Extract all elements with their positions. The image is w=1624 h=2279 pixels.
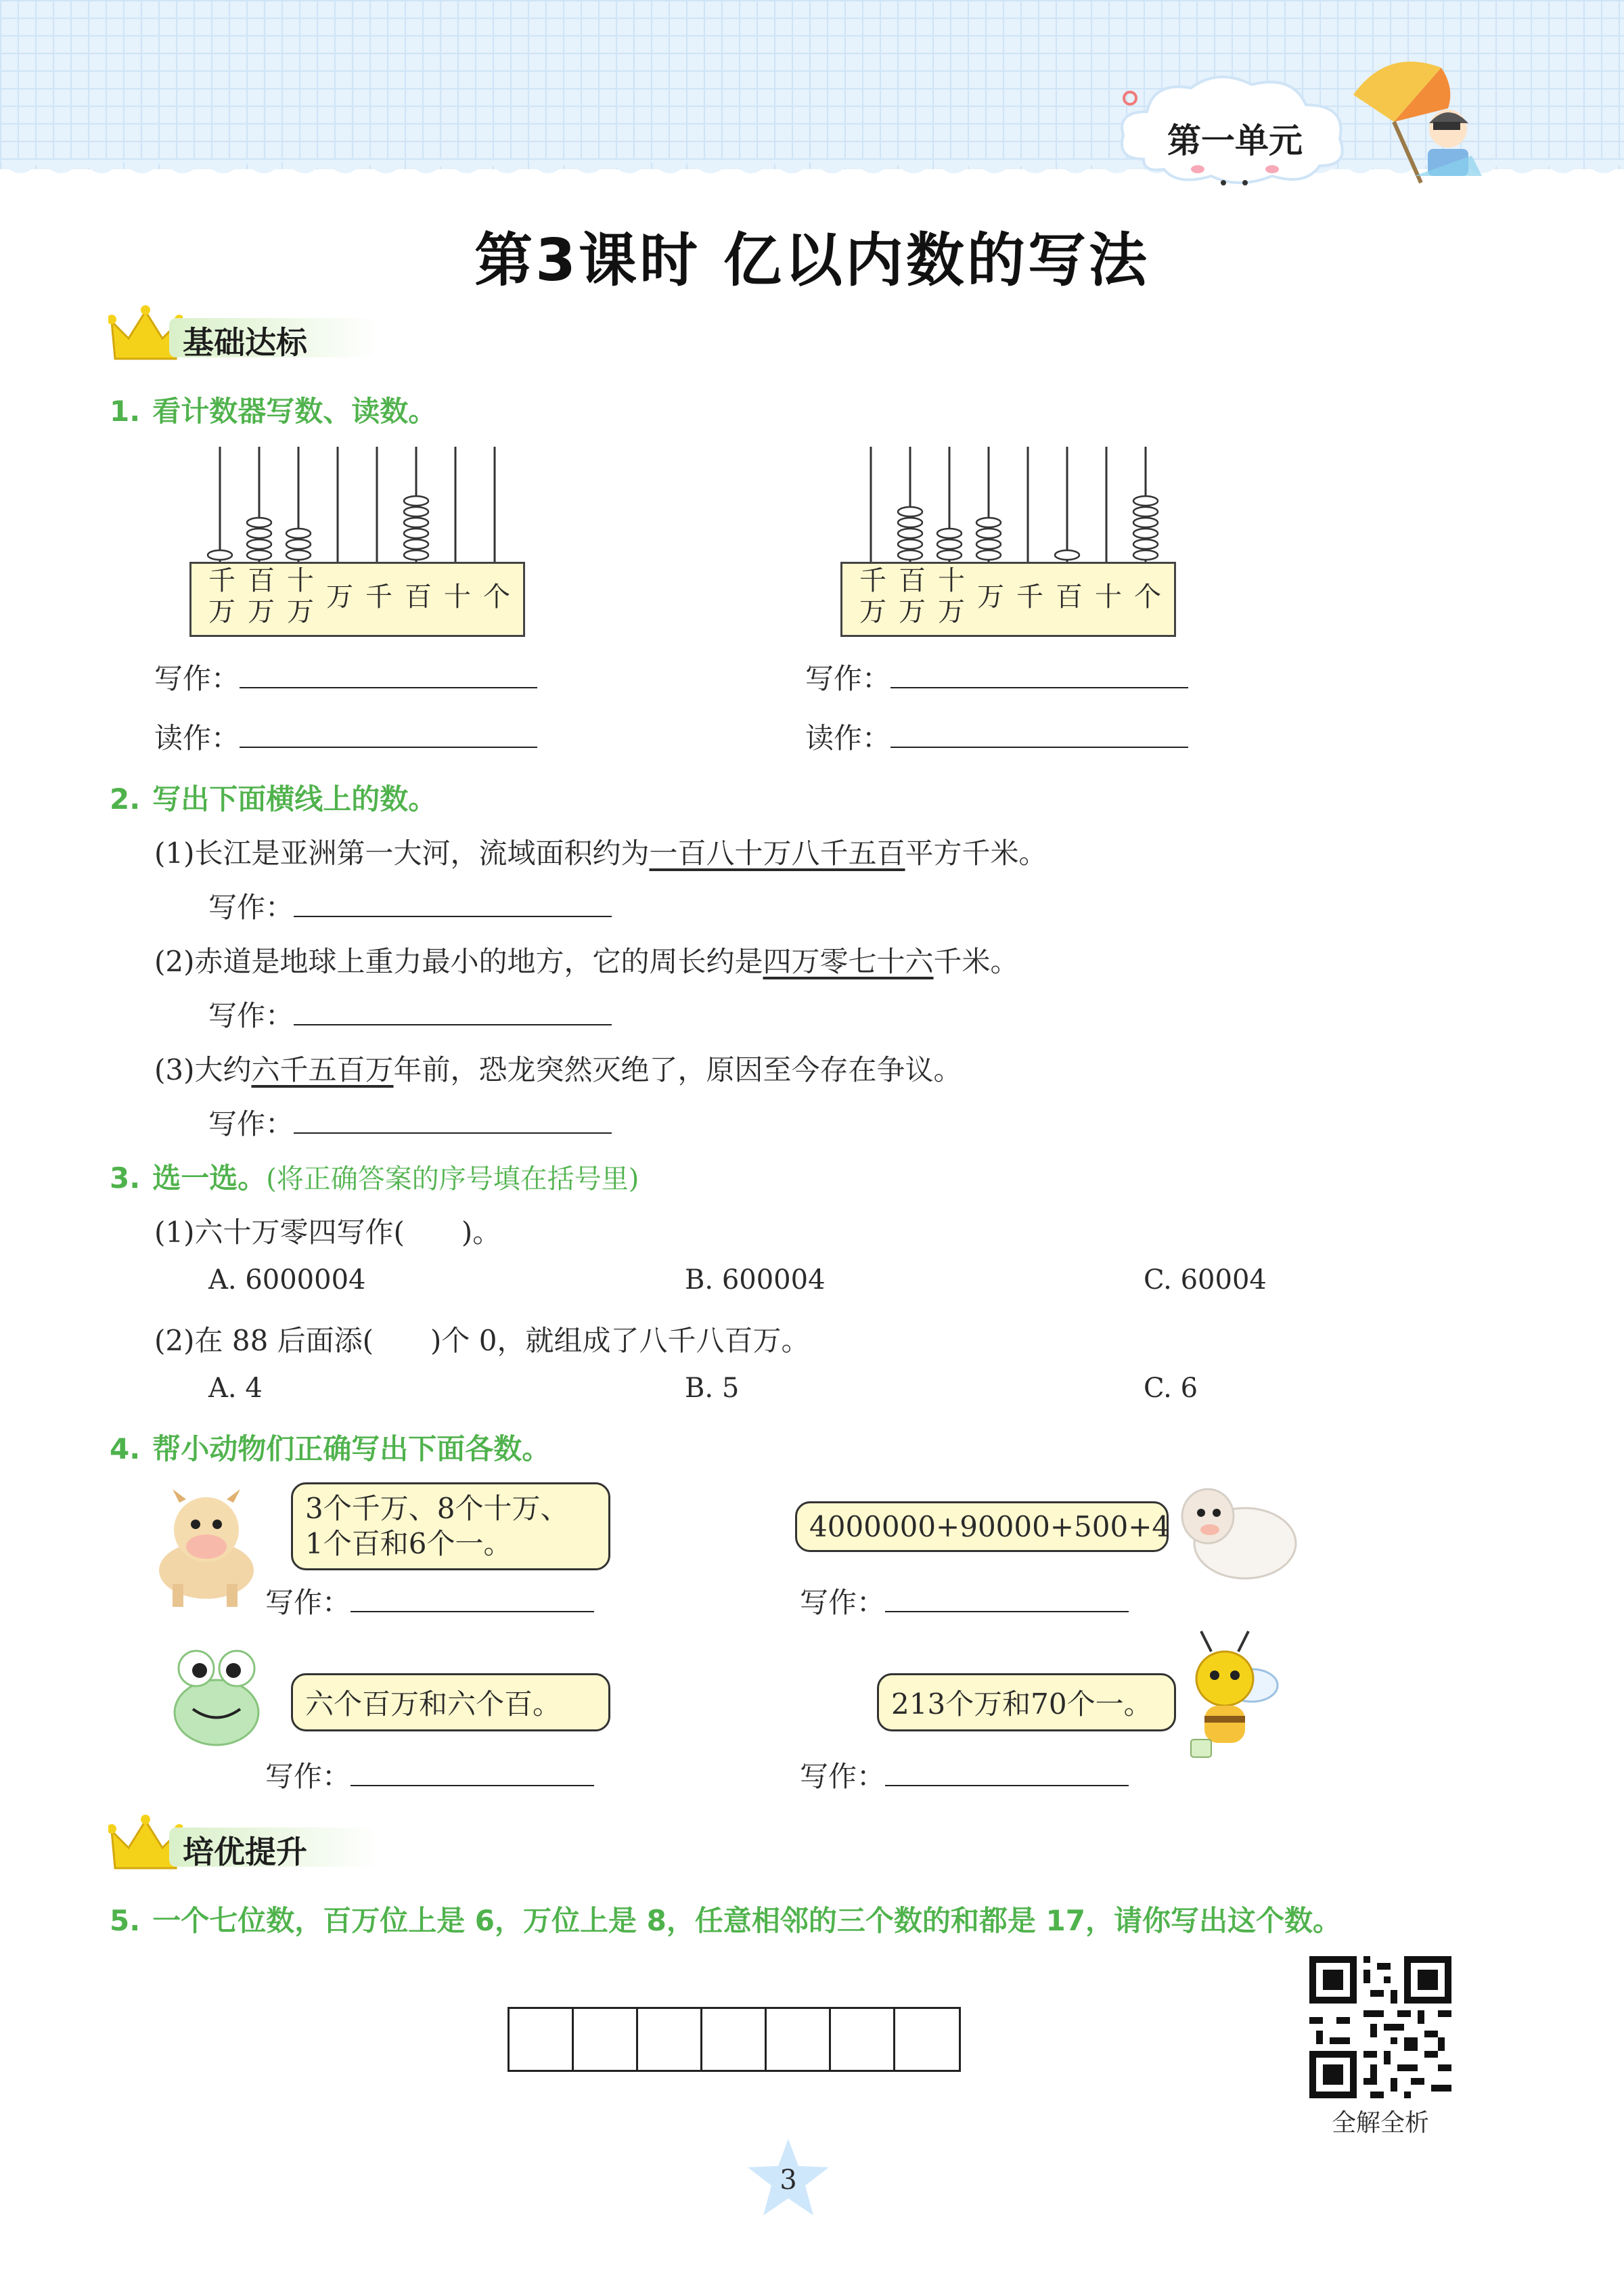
abacus-bead bbox=[286, 539, 311, 549]
q4-item-2-write-line[interactable] bbox=[885, 1584, 1129, 1612]
q3-item-2-stem: (2)在 88 后面添( )个 0，就组成了八千八百万。 bbox=[154, 1324, 810, 1357]
answer-cell[interactable] bbox=[831, 2009, 895, 2070]
q5-answer-boxes bbox=[508, 2007, 961, 2072]
frog-icon bbox=[162, 1638, 271, 1753]
q2-item-1: (1)长江是亚洲第一大河，流域面积约为一百八十万八千五百平方千米。 bbox=[154, 837, 1047, 870]
abacus-left bbox=[189, 447, 528, 636]
abacus-bead bbox=[1133, 550, 1158, 560]
abacus-place-label: 百 万 bbox=[248, 565, 275, 627]
answer-cell[interactable] bbox=[895, 2009, 957, 2070]
sheep-icon bbox=[1171, 1476, 1299, 1591]
abacus-bead bbox=[247, 550, 271, 560]
abacus-bead bbox=[247, 539, 271, 549]
q2-item-3-write-line[interactable] bbox=[294, 1105, 612, 1134]
answer-cell[interactable] bbox=[702, 2009, 767, 2070]
answer-cell[interactable] bbox=[574, 2009, 638, 2070]
abacus-bead bbox=[404, 518, 428, 527]
abacus-bead bbox=[937, 529, 962, 538]
abacus-bead bbox=[898, 550, 922, 560]
q3-item-1-option-b[interactable]: B. 600004 bbox=[685, 1264, 826, 1296]
q1-number: 1. bbox=[110, 395, 141, 428]
abacus-bead bbox=[247, 518, 271, 527]
abacus-place-label: 十 bbox=[444, 581, 471, 613]
q3-item-1-option-c[interactable]: C. 60004 bbox=[1144, 1264, 1267, 1296]
q4-item-4-write-line[interactable] bbox=[885, 1758, 1129, 1786]
abacus-bead bbox=[976, 518, 1001, 527]
abacus-bead bbox=[976, 539, 1001, 549]
q1-prompt: 看计数器写数、读数。 bbox=[152, 395, 437, 428]
q4-item-1-write-line[interactable] bbox=[351, 1584, 594, 1612]
q4-bubble-2-text: 4000000+90000+500+4 bbox=[809, 1510, 1171, 1543]
q2-number: 2. bbox=[110, 782, 141, 816]
answer-cell[interactable] bbox=[638, 2009, 702, 2070]
answer-cell[interactable] bbox=[767, 2009, 831, 2070]
q2-item-3-write: 写作： bbox=[208, 1102, 612, 1143]
q2-item-1-write: 写作： bbox=[208, 885, 612, 926]
abacus-bead bbox=[898, 518, 922, 527]
q3-heading bbox=[110, 1156, 639, 1197]
abacus-bead bbox=[937, 550, 962, 560]
q2-heading bbox=[110, 777, 436, 818]
abacus-bead bbox=[404, 529, 428, 538]
abacus-bead bbox=[1055, 550, 1079, 560]
abacus-bead bbox=[1133, 496, 1158, 506]
q5-prompt: 一个七位数，百万位上是 6，万位上是 8，任意相邻的三个数的和都是 17，请你写出这个数。 bbox=[152, 1904, 1341, 1937]
abacus-place-label: 百 bbox=[405, 581, 432, 613]
abacus-place-label: 千 万 bbox=[208, 565, 235, 627]
q4-heading bbox=[110, 1427, 550, 1467]
abacus-place-label: 十 万 bbox=[938, 565, 965, 627]
q5-number: 5. bbox=[110, 1904, 141, 1937]
abacus-left-label-box bbox=[189, 562, 525, 637]
q2-item-1-write-line[interactable] bbox=[294, 889, 612, 917]
q4-bubble-1-line2: 1个百和6个一。 bbox=[305, 1527, 512, 1560]
q5-heading bbox=[110, 1899, 1341, 1939]
abacus-bead bbox=[404, 539, 428, 549]
q1-right-read: 读作： bbox=[805, 716, 1188, 757]
abacus-bead bbox=[247, 529, 271, 538]
abacus-place-label: 百 bbox=[1056, 581, 1083, 613]
bee-icon bbox=[1164, 1624, 1286, 1760]
q4-bubble-3-text: 六个百万和六个百。 bbox=[305, 1687, 562, 1721]
q3-item-2-option-c[interactable]: C. 6 bbox=[1144, 1373, 1198, 1404]
q4-item-1-write: 写作： bbox=[265, 1580, 594, 1621]
abacus-bead bbox=[1133, 507, 1158, 516]
abacus-bead bbox=[404, 496, 428, 506]
q2-item-2-write: 写作： bbox=[208, 994, 612, 1034]
abacus-bead bbox=[937, 539, 962, 549]
abacus-place-label: 十 bbox=[1095, 581, 1122, 613]
section-title-advanced: 培优提升 bbox=[183, 1834, 307, 1870]
q1-left-write: 写作： bbox=[154, 657, 537, 697]
q4-item-3-write: 写作： bbox=[265, 1754, 594, 1795]
abacus-place-label: 千 万 bbox=[859, 565, 886, 627]
q1-right-write: 写作： bbox=[805, 657, 1188, 697]
q1-heading bbox=[110, 389, 436, 430]
abacus-left-rods bbox=[189, 447, 528, 569]
q3-hint: (将正确答案的序号填在括号里) bbox=[266, 1164, 639, 1195]
q4-bubble-1 bbox=[291, 1482, 610, 1570]
q3-item-1-option-a[interactable]: A. 6000004 bbox=[208, 1264, 366, 1296]
section-title-basic: 基础达标 bbox=[183, 324, 307, 361]
cow-icon bbox=[145, 1482, 267, 1611]
abacus-bead bbox=[208, 550, 232, 560]
abacus-bead bbox=[404, 550, 428, 560]
q2-item-2: (2)赤道是地球上重力最小的地方，它的周长约是四万零七十六千米。 bbox=[154, 945, 1019, 978]
abacus-place-label: 个 bbox=[1134, 581, 1161, 613]
q4-item-2-write: 写作： bbox=[800, 1580, 1129, 1621]
abacus-place-label: 百 万 bbox=[899, 565, 926, 627]
q4-bubble-4 bbox=[877, 1673, 1176, 1731]
abacus-bead bbox=[286, 550, 311, 560]
q3-number: 3. bbox=[110, 1161, 141, 1195]
abacus-place-label: 万 bbox=[326, 581, 353, 613]
qr-caption: 全解全析 bbox=[1331, 2109, 1429, 2137]
abacus-bead bbox=[976, 550, 1001, 560]
q3-item-2-option-a[interactable]: A. 4 bbox=[208, 1373, 263, 1404]
abacus-bead bbox=[976, 529, 1001, 538]
q2-item-2-write-line[interactable] bbox=[294, 997, 612, 1025]
abacus-right bbox=[840, 447, 1179, 636]
page-number: 3 bbox=[780, 2165, 797, 2196]
q1-left-read: 读作： bbox=[154, 716, 537, 757]
abacus-place-label: 万 bbox=[977, 581, 1004, 613]
abacus-bead bbox=[898, 529, 922, 538]
q4-bubble-3 bbox=[291, 1673, 610, 1731]
q4-bubble-1-line1: 3个千万、8个十万、 bbox=[305, 1492, 569, 1525]
q2-item-3: (3)大约六千五百万年前，恐龙突然灭绝了，原因至今存在争议。 bbox=[154, 1053, 962, 1086]
q4-number: 4. bbox=[110, 1432, 141, 1465]
lesson-title: 第3课时 亿以内数的写法 bbox=[474, 227, 1150, 294]
abacus-bead bbox=[898, 539, 922, 549]
q3-item-1-stem: (1)六十万零四写作( )。 bbox=[154, 1216, 501, 1249]
q3-item-2-option-b[interactable]: B. 5 bbox=[685, 1373, 740, 1404]
q1-left-read-line[interactable] bbox=[240, 720, 537, 748]
abacus-bead bbox=[1133, 529, 1158, 538]
abacus-right-label-box bbox=[840, 562, 1176, 637]
answer-cell[interactable] bbox=[510, 2009, 574, 2070]
abacus-place-label: 千 bbox=[365, 581, 392, 613]
q3-prompt: 选一选。 bbox=[152, 1161, 267, 1195]
abacus-bead bbox=[898, 507, 922, 516]
q4-bubble-4-text: 213个万和70个一。 bbox=[891, 1687, 1152, 1721]
q2-prompt: 写出下面横线上的数。 bbox=[152, 782, 437, 816]
q1-left-write-line[interactable] bbox=[240, 660, 537, 688]
abacus-right-rods bbox=[840, 447, 1179, 569]
unit-label: 第一单元 bbox=[1167, 121, 1303, 160]
abacus-place-label: 千 bbox=[1016, 581, 1043, 613]
q4-item-3-write-line[interactable] bbox=[351, 1758, 594, 1786]
q4-prompt: 帮小动物们正确写出下面各数。 bbox=[152, 1432, 551, 1465]
abacus-bead bbox=[404, 507, 428, 516]
q1-right-write-line[interactable] bbox=[890, 660, 1188, 688]
abacus-bead bbox=[1133, 518, 1158, 527]
q1-right-read-line[interactable] bbox=[890, 720, 1188, 748]
q4-bubble-2 bbox=[795, 1501, 1169, 1552]
umbrella-kid-illustration bbox=[1347, 47, 1489, 190]
abacus-place-label: 个 bbox=[483, 581, 510, 613]
abacus-place-label: 十 万 bbox=[287, 565, 314, 627]
qr-code-icon[interactable] bbox=[1309, 1956, 1451, 2098]
abacus-bead bbox=[286, 529, 311, 538]
q4-item-4-write: 写作： bbox=[800, 1754, 1129, 1795]
abacus-bead bbox=[1133, 539, 1158, 549]
